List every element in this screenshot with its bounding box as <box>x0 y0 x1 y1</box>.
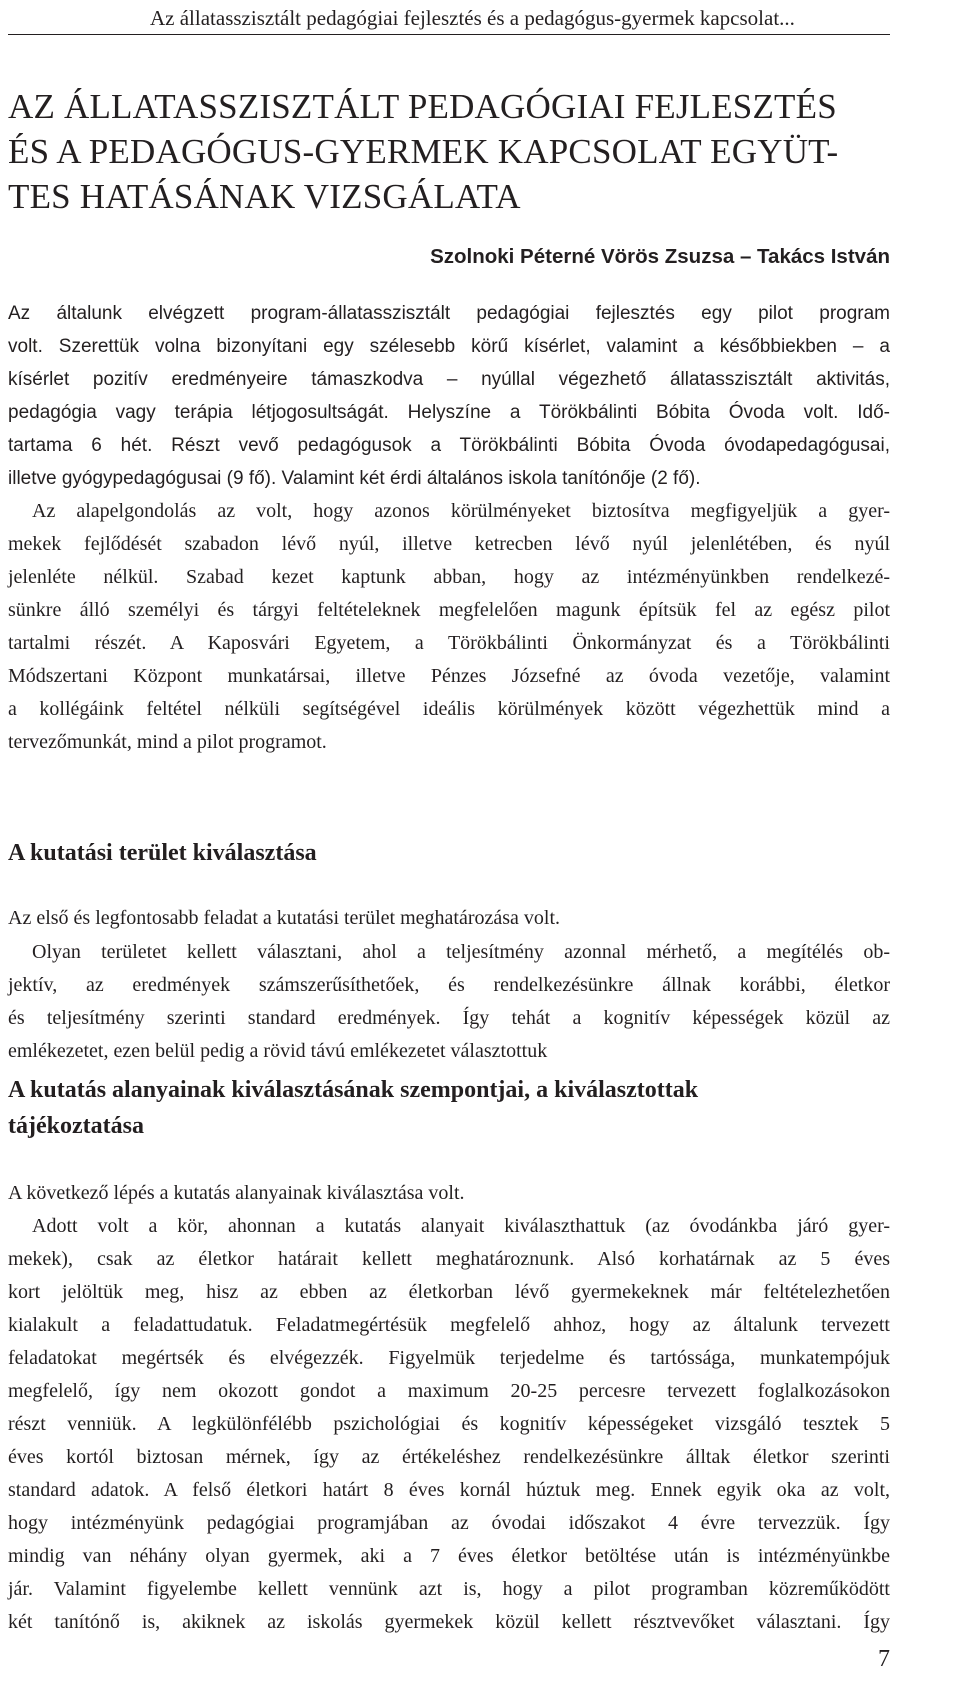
section2-paragraph <box>8 1210 890 1639</box>
paragraph-line: tervezőmunkát, mind a pilot programot. <box>8 731 327 753</box>
article-title <box>8 84 890 219</box>
paragraph-line: kort jelöltük meg, hisz az ebben az életkorban lévő gyermekeknek már feltételezhetően <box>8 1281 890 1303</box>
title-line: TES HATÁSÁNAK VIZSGÁLATA <box>8 177 521 216</box>
intro-paragraph <box>8 495 890 759</box>
paragraph-line: Módszertani Központ munkatársai, illetve Pénzes Józsefné az óvoda vezetője, valamint <box>8 665 890 687</box>
paragraph-line: éves kortól biztosan mérnek, így az értékeléshez rendelkezésünkre álltak életkor szerinti <box>8 1446 890 1468</box>
abstract-line: volt. Szerettük volna bizonyítani egy szélesebb körű kísérlet, valamint a későbbiekben – a <box>8 336 890 357</box>
section-heading <box>8 1072 698 1144</box>
abstract-line: pedagógia vagy terápia létjogosultságát. Helyszíne a Törökbálinti Bóbita Óvoda volt. Idő- <box>8 402 890 423</box>
paragraph-line: mekek), csak az életkor határait kellett meghatároznunk. Alsó korhatárnak az 5 éves <box>8 1248 890 1270</box>
abstract-line: tartama 6 hét. Részt vevő pedagógusok a Törökbálinti Bóbita Óvoda óvodapedagógusai, <box>8 435 890 456</box>
section2-first-paragraph <box>8 1177 890 1210</box>
paragraph-line: sünkre álló személyi és tárgyi feltételeknek megfelelően magunk építsük fel az egész pilot <box>8 599 890 621</box>
abstract-line: Az általunk elvégzett program-állatasszisztált pedagógiai fejlesztés egy pilot program <box>8 303 890 324</box>
section-heading-line: A kutatás alanyainak kiválasztásának szempontjai, a kiválasztottak <box>8 1077 699 1103</box>
section1-paragraph <box>8 936 890 1068</box>
title-line: ÉS A PEDAGÓGUS-GYERMEK KAPCSOLAT EGYÜT- <box>8 132 839 171</box>
paragraph-line: részt venniük. A legkülönfélébb pszichológiai és kognitív képességeket vizsgáló tesztek 5 <box>8 1413 890 1435</box>
title-line: AZ ÁLLATASSZISZTÁLT PEDAGÓGIAI FEJLESZTÉS <box>8 87 837 126</box>
paragraph-line: emlékezetet, ezen belül pedig a rövid távú emlékezetet választottuk <box>8 1040 548 1062</box>
paragraph-line: hogy intézményünk pedagógiai programjában az óvodai időszakot 4 évre tervezzük. Így <box>8 1512 890 1534</box>
paragraph-line: mindig van néhány olyan gyermek, aki a 7 éves életkor betöltése után is intézményünkbe <box>8 1545 890 1567</box>
paragraph-line: kialakult a feladattudatuk. Feladatmegértésük megfelelő ahhoz, hogy az általunk tervezett <box>8 1314 890 1336</box>
section1-first-paragraph <box>8 902 890 935</box>
section-heading-line: tájékoztatása <box>8 1113 144 1139</box>
paragraph-line: jár. Valamint figyelembe kellett vennünk azt is, hogy a pilot programban közreműködött <box>8 1578 890 1600</box>
paragraph-line: a kollégáink feltétel nélküli segítségével ideális körülmények között végezhettük mind a <box>8 698 890 720</box>
abstract <box>8 297 890 495</box>
article-authors: Szolnoki Péterné Vörös Zsuzsa – Takács István <box>430 245 890 268</box>
paragraph-line: Adott volt a kör, ahonnan a kutatás alanyait kiválaszthattuk (az óvodánkba járó gyer- <box>32 1215 890 1237</box>
section-heading: A kutatási terület kiválasztása <box>8 840 317 866</box>
running-header: Az állatasszisztált pedagógiai fejlesztés és a pedagógus-gyermek kapcsolat... <box>150 6 795 30</box>
paragraph-line: feladatokat megértsék és elvégezzék. Figyelmük terjedelme és tartóssága, munkatempójuk <box>8 1347 890 1369</box>
paragraph-line: tartalmi részét. A Kaposvári Egyetem, a Törökbálinti Önkormányzat és a Törökbálinti <box>8 632 890 654</box>
abstract-line: kísérlet pozitív eredményeire támaszkodva – nyúllal végezhető állatasszisztált aktivitás, <box>8 369 890 390</box>
paragraph-line: jektív, az eredmények számszerűsíthetőek, és rendelkezésünkre állnak korábbi, életkor <box>8 974 890 996</box>
paragraph-line: Olyan területet kellett választani, ahol a teljesítmény azonnal mérhető, a megítélés ob- <box>32 941 890 963</box>
paragraph-line: jelenléte nélkül. Szabad kezet kaptunk abban, hogy az intézményünkben rendelkezé- <box>8 566 890 588</box>
paragraph-line: Az első és legfontosabb feladat a kutatási terület meghatározása volt. <box>8 907 561 929</box>
abstract-line: illetve gyógypedagógusai (9 fő). Valamint két érdi általános iskola tanítónője (2 fő). <box>8 468 701 489</box>
paragraph-line: két tanítónő is, akiknek az iskolás gyermekek közül kellett résztvevőket választani. Így <box>8 1611 890 1633</box>
paragraph-line: és teljesítmény szerinti standard eredmények. Így tehát a kognitív képességek közül az <box>8 1007 890 1029</box>
page-number: 7 <box>878 1646 890 1672</box>
header-rule <box>8 34 890 35</box>
paragraph-line: Az alapelgondolás az volt, hogy azonos körülményeket biztosítva megfigyeljük a gyer- <box>32 500 890 522</box>
paragraph-line: megfelelő, így nem okozott gondot a maximum 20-25 percesre tervezett foglalkozásokon <box>8 1380 890 1402</box>
paragraph-line: A következő lépés a kutatás alanyainak kiválasztása volt. <box>8 1182 465 1204</box>
paragraph-line: standard adatok. A felső életkori határt 8 éves kornál húztuk meg. Ennek egyik oka az volt, <box>8 1479 890 1501</box>
paragraph-line: mekek fejlődését szabadon lévő nyúl, illetve ketrecben lévő nyúl jelenlétében, és nyúl <box>8 533 890 555</box>
